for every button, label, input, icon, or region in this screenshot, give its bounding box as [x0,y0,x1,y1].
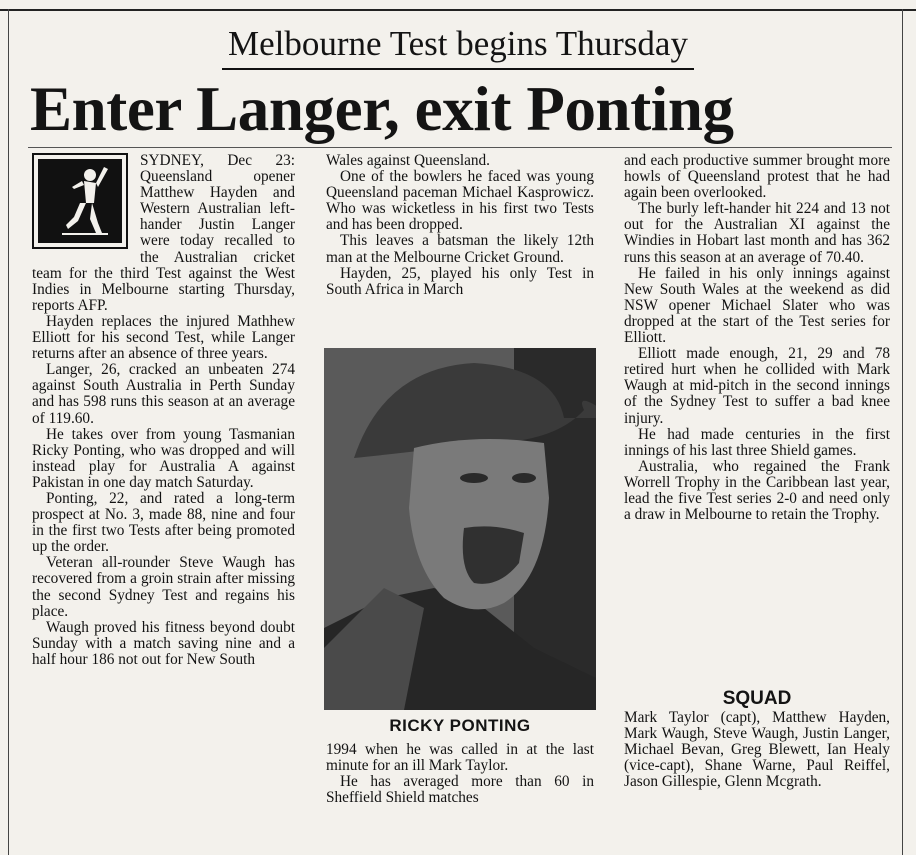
paragraph: Hayden, 25, played his only Test in South Africa in March [326,264,594,298]
player-photo [324,348,596,710]
cricket-logo [32,153,128,249]
article-column-1 [32,153,295,833]
kicker-headline [0,24,916,70]
cricket-batsman-icon [38,159,122,243]
paragraph: The burly left-hander hit 224 and 13 not out for the Australian XI against the Windies in Hobart last month and has 362 runs this season at an average of 70.40. [624,200,890,266]
paragraph: Elliott made enough, 21, 29 and 78 retired hurt when he collided with Mark Waugh at mid-pitch in the second innings of the Sydney Test to suffer a bad knee injury. [624,345,890,427]
squad-list [624,710,890,840]
photo-caption: RICKY PONTING [389,716,531,735]
paragraph: SYDNEY, Dec 23: Queensland opener Matthew Hayden and Western Australian left-hander Justin Langer were today recalled to the Australian cricket team for the third Test against the West Indies in Melbourne starting Thursday, reports AFP. [32,153,295,314]
left-border [8,9,9,855]
paragraph: Australia, who regained the Frank Worrell Trophy in the Caribbean last year, lead the five Test series 2-0 and need only a draw in Melbourne to retain the Trophy. [624,457,890,524]
article-column-2-continued [326,742,594,842]
paragraph: and each productive summer brought more howls of Queensland protest that he had again been overlooked. [624,153,890,202]
paragraph: Waugh proved his fitness beyond doubt Sunday with a match saving nine and a half hour 186 not out for New South [32,618,295,668]
headline-rule [28,147,892,148]
paragraph: He takes over from young Tasmanian Ricky Ponting, who was dropped and will instead play for Australia A against Pakistan in one day match Saturday. [32,425,295,491]
squad-text: Mark Taylor (capt), Matthew Hayden, Mark Waugh, Steve Waugh, Justin Langer, Michael Bevan, Greg Blewett, Ian Healy (vice-capt), Shane Warne, Paul Reiffel, Jason Gillespie, Glenn Mcgrath. [624,710,890,791]
squad-heading: SQUAD [722,688,792,709]
paragraph: Hayden replaces the injured Mathhew Elliott for his second Test, while Langer returns after an absence of three years. [32,312,295,363]
paragraph: He had made centuries in the first innings of his last three Shield games. [624,425,890,459]
paragraph: He failed in his only innings against New South Wales at the weekend as did NSW opener Michael Slater who was dropped at the start of the Test series for Elliott. [624,264,890,347]
paragraph: Ponting, 22, and rated a long-term prospect at No. 3, made 88, nine and four in the first two Tests after being promoted up the order. [32,489,295,556]
article-column-2 [326,153,594,343]
paragraph: Langer, 26, cracked an unbeaten 274 against South Australia in Perth Sunday and has 598 runs this season at an average of 119.60. [32,361,295,427]
paragraph: Wales against Queensland. [326,153,491,169]
kicker-text: Melbourne Test begins Thursday [222,24,694,70]
paragraph: This leaves a batsman the likely 12th man at the Melbourne Cricket Ground. [326,232,594,266]
paragraph: One of the bowlers he faced was young Queensland paceman Michael Kasprowicz. Who was wicketless in his first two Tests and has been dropped. [326,168,594,234]
right-border [902,9,903,855]
article-column-3 [624,153,890,693]
paragraph: 1994 when he was called in at the last minute for an ill Mark Taylor. [326,742,594,775]
top-rule [0,9,916,11]
main-headline: Enter Langer, exit Ponting [30,74,734,144]
cropped-previous-text [0,0,916,9]
paragraph: He has averaged more than 60 in Sheffield Shield matches [326,773,594,807]
paragraph: Veteran all-rounder Steve Waugh has recovered from a groin strain after missing the second Sydney Test and regains his place. [32,554,295,620]
